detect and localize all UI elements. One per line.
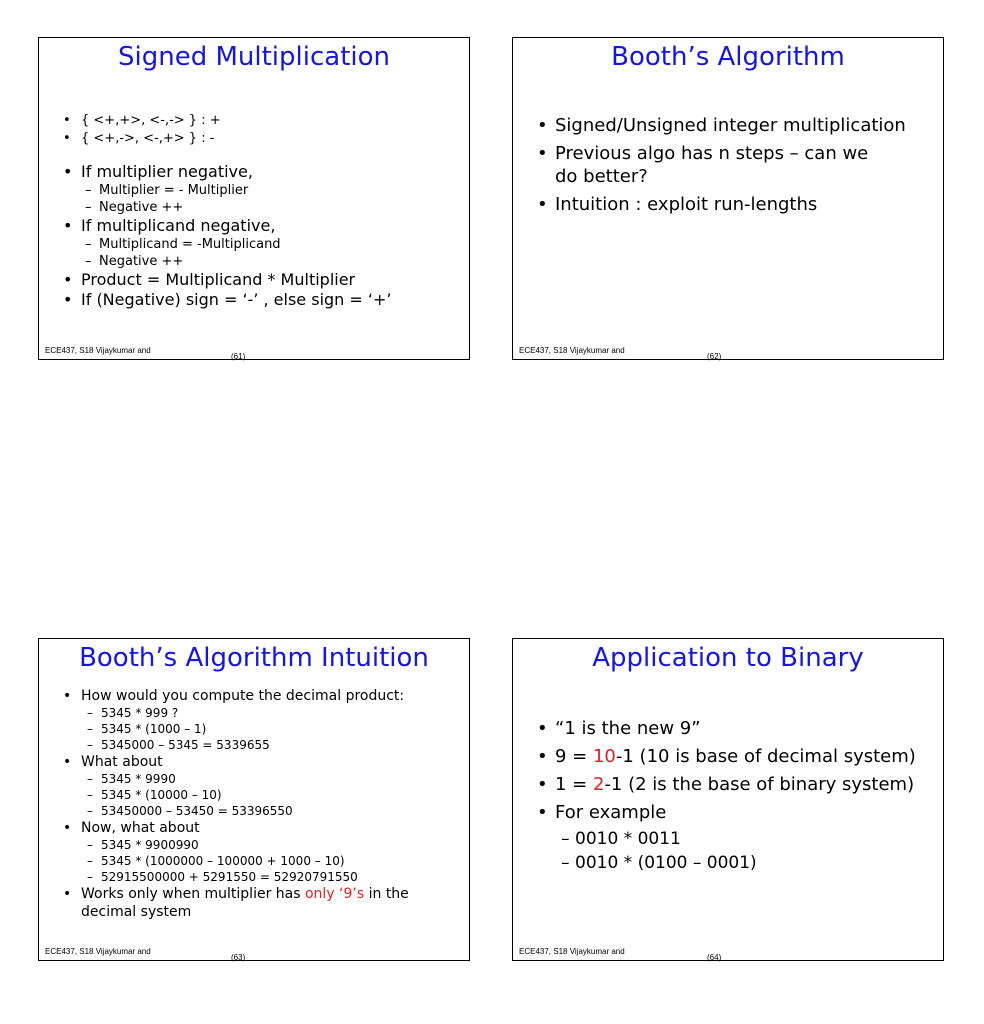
page-number: (63) xyxy=(231,953,246,962)
bullet: • Previous algo has n steps – can we do better? xyxy=(513,142,885,188)
slide-title: Signed Multiplication xyxy=(117,42,390,72)
slide-footer: ECE437, S18 Vijaykumar and xyxy=(45,346,151,355)
sub-bullet: – Negative ++ xyxy=(39,199,469,216)
bullet: • Product = Multiplicand * Multiplier xyxy=(39,270,469,290)
sub-bullet: – Negative ++ xyxy=(39,253,469,270)
slide-62 xyxy=(512,37,944,360)
bullet-text: -1 (10 is base of decimal system) xyxy=(615,746,916,767)
sub-bullet: – 5345 * (1000 – 1) xyxy=(39,721,469,737)
sub-bullet: – 53450000 – 53450 = 53396550 xyxy=(39,803,469,819)
bullet-text: -1 (2 is the base of binary system) xyxy=(604,774,915,795)
sub-bullet: – Multiplicand = -Multiplicand xyxy=(39,236,469,253)
slide-title: Application to Binary xyxy=(592,643,864,673)
sub-bullet: – 5345 * (10000 – 10) xyxy=(39,787,469,803)
bullet: • Signed/Unsigned integer multiplication xyxy=(513,114,943,137)
slide-body xyxy=(39,687,469,921)
sub-bullet: – Multiplier = - Multiplier xyxy=(39,182,469,199)
bullet-text: 1 = xyxy=(555,774,593,795)
highlighted-text: only ‘9’s xyxy=(304,886,365,902)
sub-bullet: – 5345 * 9900990 xyxy=(39,837,469,853)
slide-64 xyxy=(512,638,944,961)
slide-footer: ECE437, S18 Vijaykumar and xyxy=(519,947,625,956)
slide-footer: ECE437, S18 Vijaykumar and xyxy=(519,346,625,355)
slide-title: Booth’s Algorithm xyxy=(611,42,845,72)
bullet: • If multiplicand negative, xyxy=(39,216,469,236)
sub-bullet: – 52915500000 + 5291550 = 52920791550 xyxy=(39,869,469,885)
slide-body xyxy=(513,114,943,221)
slide-title: Booth’s Algorithm Intuition xyxy=(79,643,429,673)
bullet: • “1 is the new 9” xyxy=(513,715,943,743)
sub-bullet: – 0010 * 0011 xyxy=(513,827,943,851)
slide-body xyxy=(39,112,469,310)
slide-body xyxy=(513,715,943,875)
bullet xyxy=(513,771,943,799)
bullet: • { <+,->, <-,+> } : - xyxy=(39,130,469,148)
bullet: • Intuition : exploit run-lengths xyxy=(513,193,943,216)
bullet-text: Works only when multiplier has xyxy=(81,886,305,902)
bullet xyxy=(39,885,426,921)
highlighted-text: 2 xyxy=(592,774,605,795)
slide-63 xyxy=(38,638,470,961)
bullet-text: 9 = xyxy=(555,746,593,767)
sub-bullet: – 5345 * 9990 xyxy=(39,771,469,787)
sub-bullet: – 5345000 – 5345 = 5339655 xyxy=(39,737,469,753)
page-number: (61) xyxy=(231,352,246,361)
page-number: (62) xyxy=(707,352,722,361)
bullet: • If multiplier negative, xyxy=(39,162,469,182)
sub-bullet: – 0010 * (0100 – 0001) xyxy=(513,851,943,875)
slide-61 xyxy=(38,37,470,360)
bullet: • Now, what about xyxy=(39,819,469,837)
bullet: • What about xyxy=(39,753,469,771)
bullet xyxy=(513,743,943,771)
sub-bullet: – 5345 * (1000000 – 100000 + 1000 – 10) xyxy=(39,853,469,869)
sub-bullet: – 5345 * 999 ? xyxy=(39,705,469,721)
slide-footer: ECE437, S18 Vijaykumar and xyxy=(45,947,151,956)
bullet: • { <+,+>, <-,-> } : + xyxy=(39,112,469,130)
bullet: • If (Negative) sign = ‘-’ , else sign = ‘+’ xyxy=(39,290,469,310)
highlighted-text: 10 xyxy=(592,746,616,767)
bullet: • For example xyxy=(513,799,943,827)
bullet-text: in the decimal system xyxy=(81,886,409,920)
bullet: • How would you compute the decimal product: xyxy=(39,687,469,705)
page-number: (64) xyxy=(707,953,722,962)
